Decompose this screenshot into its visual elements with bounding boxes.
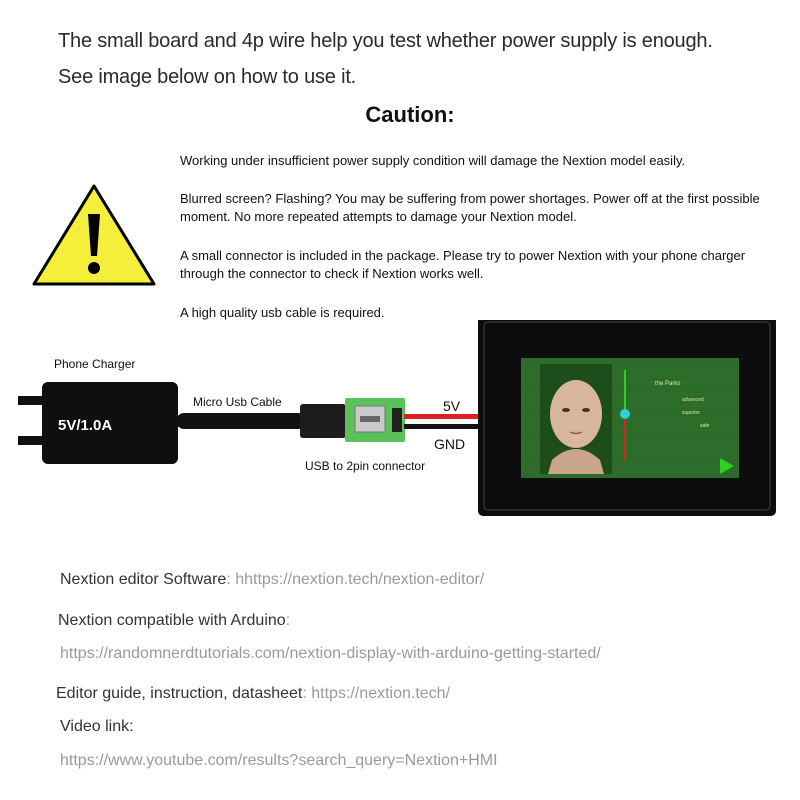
caution-paragraph-2: Blurred screen? Flashing? You may be suffering from power shortages. Power off at the first possible moment. No more repeated attempts to damage your Nextion model.: [180, 191, 760, 224]
phone-charger-label: Phone Charger: [54, 357, 136, 371]
caution-paragraph-1: Working under insufficient power supply condition will damage the Nextion model easily.: [180, 153, 686, 168]
connector-label: USB to 2pin connector: [305, 459, 426, 473]
link-editor-guide[interactable]: [56, 685, 450, 703]
wire-gnd-label: GND: [434, 436, 466, 452]
caution-paragraph-3: A small connector is included in the package. Please try to power Nextion with your phone charger through the connector to check if Nextion works well.: [180, 248, 746, 281]
link-label: Nextion editor Software: [60, 571, 227, 588]
link-url[interactable]: hhttps://nextion.tech/nextion-editor/: [235, 571, 485, 588]
usb-cable: [176, 413, 306, 429]
link-separator: :: [285, 612, 291, 629]
link-arduino-heading: [58, 612, 290, 630]
wire-5v-label: 5V: [443, 398, 461, 414]
link-arduino-url[interactable]: [60, 645, 601, 663]
intro-line-2: See image below on how to use it.: [58, 66, 357, 88]
micro-usb-cable-label: Micro Usb Cable: [193, 395, 282, 409]
screen-slider-knob: [620, 409, 630, 419]
link-url[interactable]: https://nextion.tech/: [311, 685, 451, 702]
link-label: Video link:: [60, 718, 134, 735]
usb-plug: [300, 404, 346, 438]
link-url[interactable]: https://randomnerdtutorials.com/nextion-display-with-arduino-getting-started/: [60, 645, 601, 662]
wiring-diagram: [0, 320, 800, 540]
screen-text-3: superior: [682, 410, 701, 416]
warning-icon: [28, 180, 160, 292]
screen-text-1: the Parks: [655, 381, 681, 387]
link-separator: :: [302, 685, 312, 702]
link-separator: :: [226, 571, 236, 588]
link-video-url[interactable]: [60, 752, 498, 770]
link-video-heading: [60, 718, 134, 736]
screen-text-2: advanced: [682, 397, 704, 403]
link-label: Editor guide, instruction, datasheet: [56, 685, 303, 702]
screen-text-4: safe: [700, 423, 710, 429]
face-image: [550, 380, 602, 448]
caution-title: Caution:: [365, 102, 455, 127]
link-label: Nextion compatible with Arduino: [58, 612, 286, 629]
caution-paragraph-4: A high quality usb cable is required.: [180, 305, 385, 320]
charger-rating-label: 5V/1.0A: [58, 417, 113, 434]
intro-line-1: The small board and 4p wire help you test whether power supply is enough.: [58, 30, 713, 52]
link-url[interactable]: https://www.youtube.com/results?search_query=Nextion+HMI: [60, 752, 498, 769]
link-nextion-editor[interactable]: [60, 571, 484, 589]
